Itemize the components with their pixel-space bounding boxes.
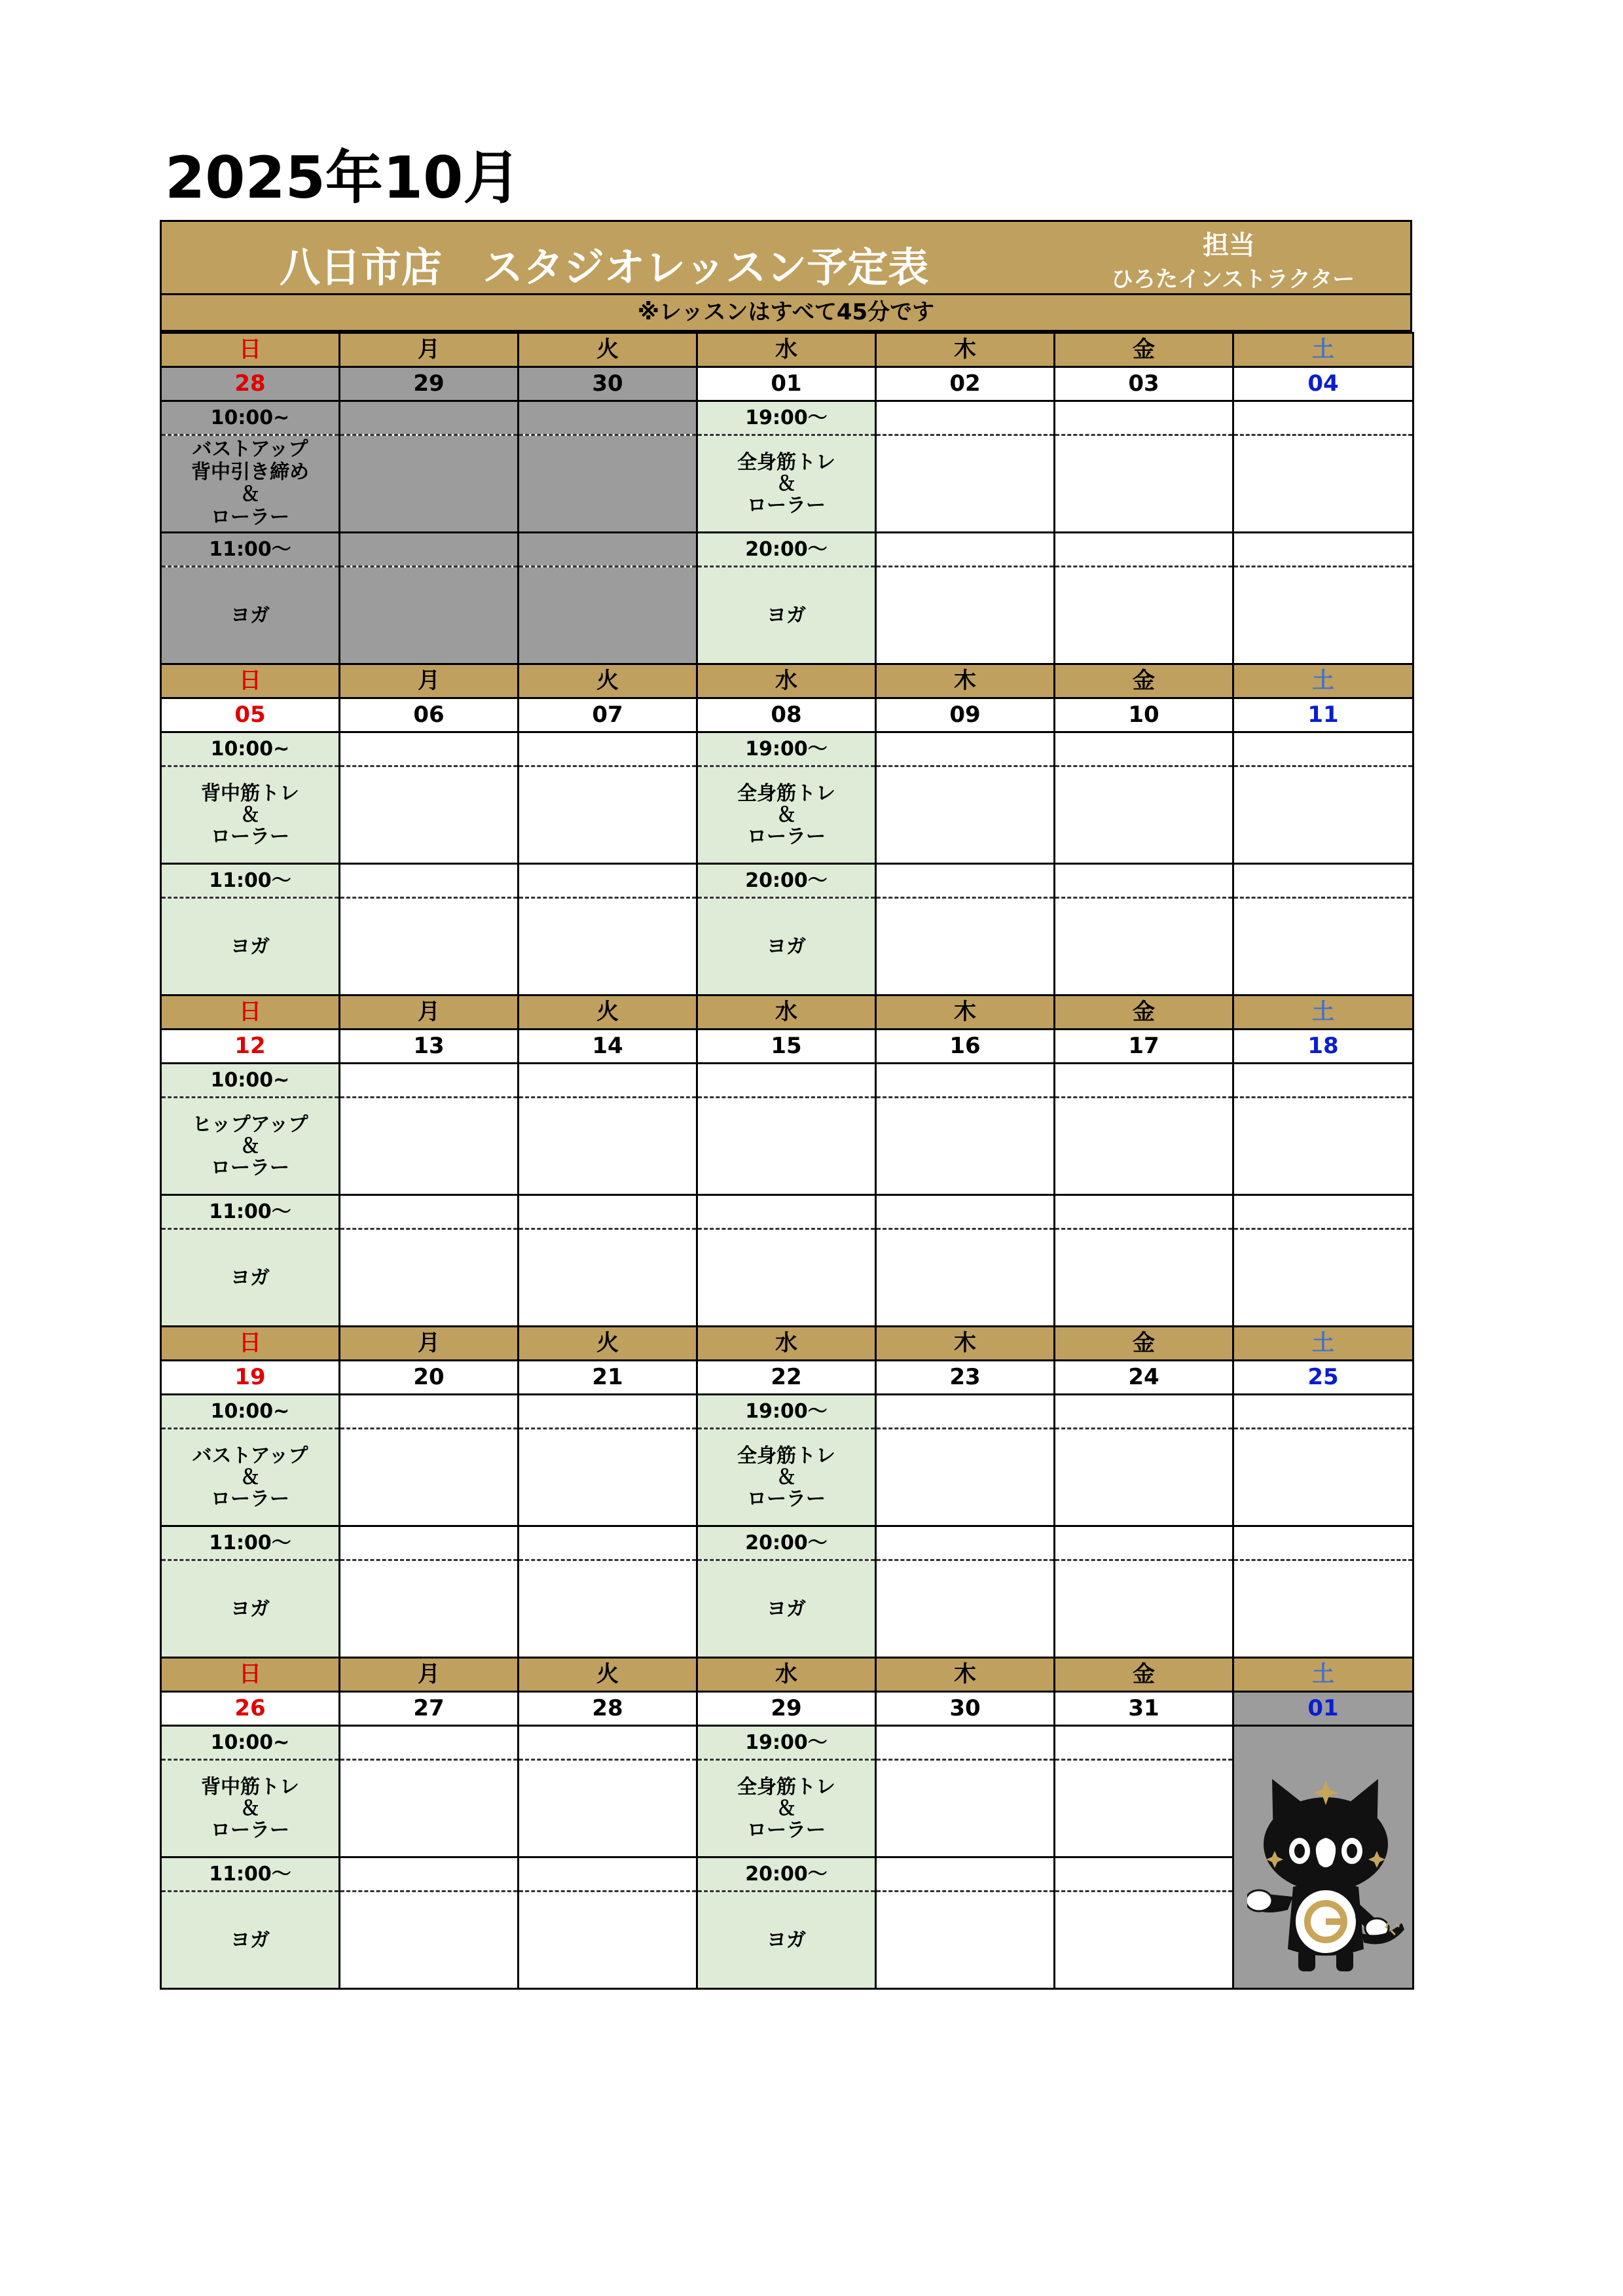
lesson-class — [161, 766, 340, 864]
schedule-cell — [697, 1195, 876, 1229]
calendar-table — [160, 332, 1414, 1990]
class-name-line: ローラー — [211, 1487, 289, 1511]
class-name-line: ヨガ — [230, 1928, 270, 1952]
weekday-label: 木 — [876, 996, 1055, 1030]
slot-row — [161, 1892, 1413, 1989]
class-name-line: ヨガ — [230, 935, 270, 958]
class-name-line: ローラー — [211, 1156, 289, 1179]
lesson-class — [697, 898, 876, 996]
schedule-cell — [1055, 1526, 1233, 1560]
weekday-label: 火 — [519, 333, 697, 367]
weekday-label: 土 — [1233, 664, 1413, 698]
weekday-row — [161, 996, 1413, 1030]
slot-row — [161, 864, 1413, 898]
lesson-class — [697, 766, 876, 864]
schedule-cell — [1055, 401, 1233, 435]
schedule-cell — [340, 1857, 519, 1892]
schedule-cell — [1055, 1857, 1233, 1892]
schedule-cell — [876, 533, 1055, 567]
schedule-cell — [1055, 898, 1233, 996]
class-name-line: ヨガ — [767, 1597, 806, 1621]
weekday-label: 木 — [876, 1658, 1055, 1692]
date-cell: 29 — [340, 367, 519, 401]
slot-row — [161, 1229, 1413, 1327]
weekday-row — [161, 1658, 1413, 1692]
lesson-time: 11:00～ — [161, 1195, 340, 1229]
lesson-time: 19:00～ — [697, 732, 876, 766]
slot-row — [161, 1098, 1413, 1195]
schedule-cell — [876, 435, 1055, 533]
schedule-cell — [1233, 1526, 1413, 1560]
weekday-row — [161, 1327, 1413, 1361]
schedule-cell — [697, 1098, 876, 1195]
class-name-line: ローラー — [747, 1487, 826, 1511]
date-cell: 03 — [1055, 367, 1233, 401]
lesson-time: 10:00~ — [161, 1064, 340, 1098]
weekday-label: 金 — [1055, 1658, 1233, 1692]
weekday-label: 土 — [1233, 333, 1413, 367]
schedule-cell — [1055, 1560, 1233, 1658]
schedule-cell — [876, 1098, 1055, 1195]
lesson-time: 20:00～ — [697, 533, 876, 567]
date-cell: 12 — [161, 1030, 340, 1064]
schedule-cell — [519, 1429, 697, 1526]
date-row — [161, 698, 1413, 732]
lesson-class — [161, 1429, 340, 1526]
weekday-label: 木 — [876, 1327, 1055, 1361]
class-name-line: ＆ — [240, 483, 260, 506]
schedule-cell — [1055, 1395, 1233, 1429]
slot-row — [161, 732, 1413, 766]
date-cell: 22 — [697, 1361, 876, 1395]
weekday-label: 火 — [519, 996, 697, 1030]
schedule-cell — [1233, 435, 1413, 533]
schedule-cell — [876, 1857, 1055, 1892]
schedule-cell — [340, 435, 519, 533]
date-cell: 18 — [1233, 1030, 1413, 1064]
schedule-cell — [1055, 533, 1233, 567]
lesson-time: 11:00～ — [161, 864, 340, 898]
schedule-cell — [876, 1195, 1055, 1229]
weekday-label: 月 — [340, 1327, 519, 1361]
weekday-label: 月 — [340, 1658, 519, 1692]
schedule-cell — [340, 1395, 519, 1429]
schedule-cell — [876, 1429, 1055, 1526]
date-cell: 06 — [340, 698, 519, 732]
schedule-cell — [519, 1195, 697, 1229]
date-cell: 16 — [876, 1030, 1055, 1064]
weekday-label: 金 — [1055, 664, 1233, 698]
weekday-label: 火 — [519, 1658, 697, 1692]
lesson-class — [161, 567, 340, 664]
schedule-cell — [340, 1229, 519, 1327]
slot-row — [161, 1726, 1413, 1760]
schedule-cell — [1233, 898, 1413, 996]
schedule-cell — [340, 1064, 519, 1098]
schedule-cell — [1233, 1195, 1413, 1229]
schedule-cell — [340, 864, 519, 898]
schedule-cell — [876, 1229, 1055, 1327]
schedule-cell — [1055, 1892, 1233, 1989]
schedule-cell — [876, 1760, 1055, 1857]
schedule-cell — [519, 898, 697, 996]
date-cell: 26 — [161, 1692, 340, 1726]
slot-row — [161, 567, 1413, 664]
lesson-note: ※レッスンはすべて45分です — [160, 295, 1412, 332]
schedule-cell — [1233, 1229, 1413, 1327]
schedule-cell — [340, 1526, 519, 1560]
schedule-cell — [1055, 1726, 1233, 1760]
schedule-cell — [876, 1892, 1055, 1989]
schedule-cell — [1055, 435, 1233, 533]
schedule-cell — [519, 1760, 697, 1857]
schedule-cell — [876, 567, 1055, 664]
schedule-cell — [1055, 1195, 1233, 1229]
schedule-cell — [519, 1395, 697, 1429]
class-name-line: ヨガ — [767, 935, 806, 958]
slot-row — [161, 1857, 1413, 1892]
weekday-label: 日 — [161, 996, 340, 1030]
lesson-class — [161, 1229, 340, 1327]
class-name-line: バストアップ — [192, 438, 308, 461]
schedule-cell — [340, 1098, 519, 1195]
date-cell: 05 — [161, 698, 340, 732]
weekday-label: 日 — [161, 664, 340, 698]
mascot-cell — [1233, 1726, 1413, 1989]
schedule-cell — [519, 1098, 697, 1195]
schedule-cell — [340, 1892, 519, 1989]
weekday-label: 木 — [876, 664, 1055, 698]
schedule-cell — [876, 1560, 1055, 1658]
schedule-cell — [340, 1429, 519, 1526]
lesson-class — [161, 898, 340, 996]
schedule-cell — [1055, 864, 1233, 898]
schedule-cell — [1233, 1560, 1413, 1658]
schedule-cell — [519, 864, 697, 898]
schedule-cell — [519, 401, 697, 435]
slot-row — [161, 1760, 1413, 1857]
date-cell: 09 — [876, 698, 1055, 732]
weekday-label: 火 — [519, 1327, 697, 1361]
weekday-label: 金 — [1055, 1327, 1233, 1361]
class-name-line: ヒップアップ — [192, 1113, 308, 1136]
lesson-time: 20:00～ — [697, 864, 876, 898]
schedule-cell — [340, 898, 519, 996]
date-cell: 30 — [519, 367, 697, 401]
date-cell: 15 — [697, 1030, 876, 1064]
weekday-label: 金 — [1055, 996, 1233, 1030]
schedule-cell — [697, 1064, 876, 1098]
date-cell: 17 — [1055, 1030, 1233, 1064]
class-name-line: ローラー — [211, 1818, 289, 1842]
schedule-cell — [1233, 1429, 1413, 1526]
slot-row — [161, 1560, 1413, 1658]
lesson-class — [161, 1560, 340, 1658]
weekday-label: 日 — [161, 1327, 340, 1361]
date-cell: 01 — [697, 367, 876, 401]
schedule-cell — [1233, 401, 1413, 435]
lesson-class — [161, 435, 340, 533]
class-name-line: ＆ — [240, 803, 260, 827]
schedule-cell — [1233, 1395, 1413, 1429]
schedule-cell — [876, 1726, 1055, 1760]
schedule-cell — [876, 1395, 1055, 1429]
weekday-row — [161, 664, 1413, 698]
class-name-line: ローラー — [747, 493, 826, 517]
schedule-cell — [519, 1229, 697, 1327]
schedule-cell — [1233, 766, 1413, 864]
schedule-cell — [1233, 1098, 1413, 1195]
lesson-class — [161, 1892, 340, 1989]
class-name-line: ヨガ — [230, 603, 270, 627]
lesson-class — [697, 435, 876, 533]
lesson-time: 10:00~ — [161, 1726, 340, 1760]
date-cell: 25 — [1233, 1361, 1413, 1395]
date-row — [161, 1692, 1413, 1726]
date-cell: 13 — [340, 1030, 519, 1064]
slot-row — [161, 533, 1413, 567]
schedule-cell — [697, 1229, 876, 1327]
lesson-time: 11:00～ — [161, 1857, 340, 1892]
class-name-line: ＆ — [776, 803, 796, 827]
schedule-cell — [1055, 567, 1233, 664]
weekday-label: 日 — [161, 333, 340, 367]
schedule-cell — [519, 732, 697, 766]
date-cell: 11 — [1233, 698, 1413, 732]
date-cell: 31 — [1055, 1692, 1233, 1726]
class-name-line: ローラー — [747, 825, 826, 848]
lesson-class — [697, 567, 876, 664]
weekday-label: 土 — [1233, 1327, 1413, 1361]
schedule-cell — [876, 1064, 1055, 1098]
class-name-line: ＆ — [240, 1134, 260, 1158]
date-cell: 04 — [1233, 367, 1413, 401]
date-cell: 08 — [697, 698, 876, 732]
date-row — [161, 1361, 1413, 1395]
schedule-cell — [519, 1560, 697, 1658]
schedule-cell — [519, 1726, 697, 1760]
slot-row — [161, 435, 1413, 533]
class-name-line: 背中筋トレ — [201, 1775, 299, 1799]
class-name-line: ローラー — [747, 1818, 826, 1842]
lesson-class — [161, 1098, 340, 1195]
weekday-label: 水 — [697, 333, 876, 367]
lesson-time: 10:00~ — [161, 732, 340, 766]
slot-row — [161, 1429, 1413, 1526]
schedule-cell — [340, 1560, 519, 1658]
lesson-time: 19:00～ — [697, 1726, 876, 1760]
date-cell: 14 — [519, 1030, 697, 1064]
schedule-cell — [1055, 766, 1233, 864]
sheet-title: 八日市店 スタジオレッスン予定表 — [280, 243, 929, 291]
date-cell: 28 — [519, 1692, 697, 1726]
schedule-cell — [340, 1726, 519, 1760]
class-name-line: ＆ — [776, 1465, 796, 1489]
schedule-sheet — [160, 220, 1412, 1990]
date-cell: 20 — [340, 1361, 519, 1395]
schedule-cell — [340, 1760, 519, 1857]
lesson-time: 11:00～ — [161, 1526, 340, 1560]
schedule-cell — [519, 533, 697, 567]
lesson-time: 19:00～ — [697, 1395, 876, 1429]
class-name-line: 背中引き締め — [191, 460, 309, 484]
schedule-cell — [876, 732, 1055, 766]
class-name-line: ヨガ — [767, 603, 806, 627]
schedule-cell — [519, 1857, 697, 1892]
weekday-label: 土 — [1233, 996, 1413, 1030]
schedule-cell — [340, 1195, 519, 1229]
schedule-cell — [1233, 1064, 1413, 1098]
class-name-line: ＆ — [776, 1797, 796, 1820]
slot-row — [161, 401, 1413, 435]
schedule-cell — [1055, 1229, 1233, 1327]
slot-row — [161, 766, 1413, 864]
weekday-label: 金 — [1055, 333, 1233, 367]
date-row — [161, 367, 1413, 401]
class-name-line: 全身筋トレ — [737, 1444, 835, 1467]
date-cell: 07 — [519, 698, 697, 732]
month-title: 2025年10月 — [165, 144, 521, 211]
class-name-line: ＆ — [240, 1797, 260, 1820]
slot-row — [161, 1526, 1413, 1560]
schedule-cell — [1233, 864, 1413, 898]
lesson-time: 10:00~ — [161, 401, 340, 435]
date-cell: 19 — [161, 1361, 340, 1395]
date-cell: 30 — [876, 1692, 1055, 1726]
weekday-label: 水 — [697, 1658, 876, 1692]
schedule-cell — [519, 1892, 697, 1989]
slot-row — [161, 898, 1413, 996]
lesson-class — [697, 1429, 876, 1526]
weekday-label: 水 — [697, 996, 876, 1030]
schedule-cell — [1055, 732, 1233, 766]
lesson-time: 20:00～ — [697, 1857, 876, 1892]
date-cell: 10 — [1055, 698, 1233, 732]
schedule-cell — [1055, 1760, 1233, 1857]
schedule-cell — [340, 766, 519, 864]
class-name-line: ローラー — [211, 505, 289, 529]
weekday-label: 木 — [876, 333, 1055, 367]
lesson-time: 20:00～ — [697, 1526, 876, 1560]
date-cell: 21 — [519, 1361, 697, 1395]
lesson-time: 11:00～ — [161, 533, 340, 567]
schedule-cell — [1233, 533, 1413, 567]
class-name-line: 全身筋トレ — [737, 450, 835, 474]
schedule-cell — [519, 435, 697, 533]
class-name-line: バストアップ — [192, 1444, 308, 1467]
lesson-class — [161, 1760, 340, 1857]
schedule-cell — [876, 766, 1055, 864]
charge-label: 担当 — [1203, 230, 1255, 260]
slot-row — [161, 1064, 1413, 1098]
weekday-label: 水 — [697, 664, 876, 698]
class-name-line: ヨガ — [230, 1266, 270, 1289]
weekday-label: 火 — [519, 664, 697, 698]
schedule-cell — [876, 898, 1055, 996]
lesson-time: 19:00～ — [697, 401, 876, 435]
schedule-cell — [340, 401, 519, 435]
date-cell: 24 — [1055, 1361, 1233, 1395]
lesson-class — [697, 1760, 876, 1857]
class-name-line: ローラー — [211, 825, 289, 848]
lesson-class — [697, 1892, 876, 1989]
class-name-line: ＆ — [240, 1465, 260, 1489]
schedule-cell — [1233, 732, 1413, 766]
schedule-cell — [1055, 1064, 1233, 1098]
instructor-name: ひろたインストラクター — [1111, 266, 1355, 293]
weekday-label: 月 — [340, 664, 519, 698]
date-cell: 23 — [876, 1361, 1055, 1395]
schedule-cell — [876, 864, 1055, 898]
date-cell: 02 — [876, 367, 1055, 401]
schedule-cell — [876, 401, 1055, 435]
date-cell: 01 — [1233, 1692, 1413, 1726]
schedule-cell — [340, 533, 519, 567]
lesson-time: 10:00~ — [161, 1395, 340, 1429]
schedule-cell — [1233, 567, 1413, 664]
schedule-cell — [519, 1526, 697, 1560]
weekday-row — [161, 333, 1413, 367]
date-cell: 27 — [340, 1692, 519, 1726]
class-name-line: ヨガ — [230, 1597, 270, 1621]
schedule-cell — [340, 567, 519, 664]
date-cell: 29 — [697, 1692, 876, 1726]
schedule-header — [160, 220, 1412, 295]
weekday-label: 土 — [1233, 1658, 1413, 1692]
schedule-cell — [1055, 1098, 1233, 1195]
date-row — [161, 1030, 1413, 1064]
schedule-cell — [1055, 1429, 1233, 1526]
schedule-cell — [340, 732, 519, 766]
class-name-line: ヨガ — [767, 1928, 806, 1952]
schedule-cell — [519, 1064, 697, 1098]
weekday-label: 月 — [340, 333, 519, 367]
schedule-cell — [876, 1526, 1055, 1560]
weekday-label: 水 — [697, 1327, 876, 1361]
slot-row — [161, 1195, 1413, 1229]
class-name-line: 背中筋トレ — [201, 781, 299, 805]
class-name-line: 全身筋トレ — [737, 1775, 835, 1799]
schedule-cell — [519, 567, 697, 664]
black-cat-mascot-icon — [1247, 1753, 1404, 1988]
schedule-cell — [519, 766, 697, 864]
weekday-label: 月 — [340, 996, 519, 1030]
date-cell: 28 — [161, 367, 340, 401]
lesson-class — [697, 1560, 876, 1658]
weekday-label: 日 — [161, 1658, 340, 1692]
slot-row — [161, 1395, 1413, 1429]
class-name-line: 全身筋トレ — [737, 781, 835, 805]
class-name-line: ＆ — [776, 472, 796, 495]
